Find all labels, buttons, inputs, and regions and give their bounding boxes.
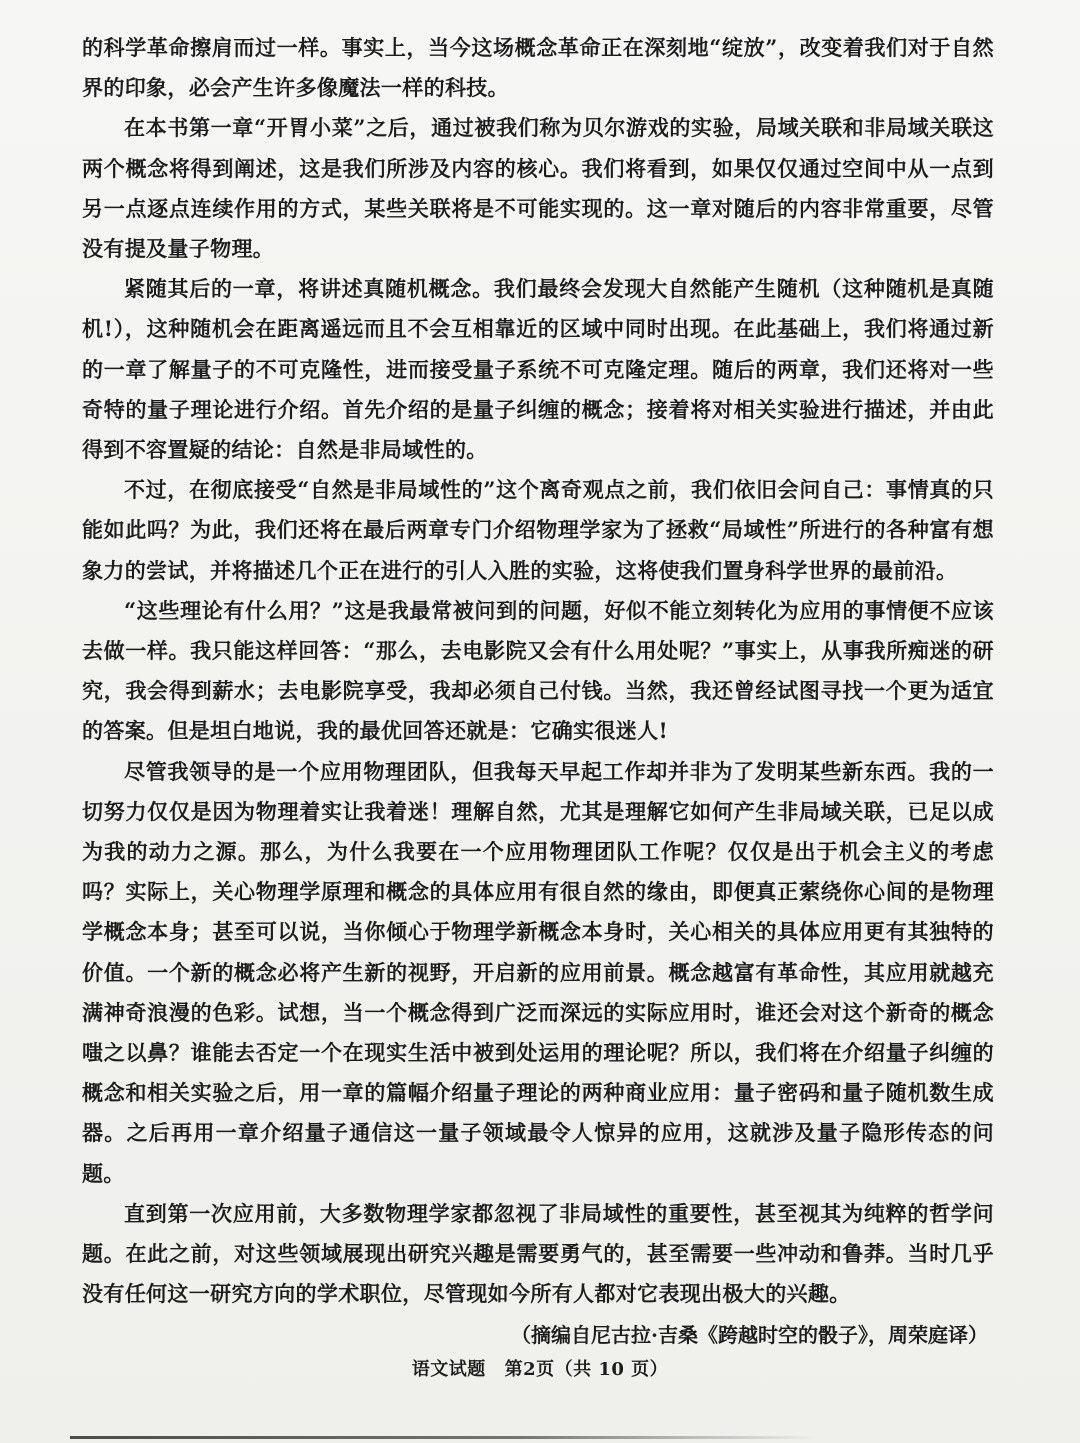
paragraph-5: “这些理论有什么用？”这是我最常被问到的问题，好似不能立刻转化为应用的事情便不应该去做一样。我只能这样回答：“那么，去电影院又会有什么用处呢？”事实上，从事我所痴迷的研究，我会得到薪水；去电影院享受，我却必须自己付钱。当然，我还曾经试图寻找一个更为适宜的答案。但是坦白地说，我的最优回答还就是：它确实很迷人! bbox=[82, 597, 994, 744]
footer-subject: 语文试题 bbox=[411, 1359, 486, 1380]
paragraph-3: 紧随其后的一章，将讲述真随机概念。我们最终会发现大自然能产生随机（这种随机是真随机!），这种随机会在距离遥远而且不会互相靠近的区域中同时出现。在此基础上，我们将通过新的一章了解量子的不可克隆性，进而接受量子系统不可克隆定理。随后的两章，我们还将对一些奇特的量子理论进行介绍。首先介绍的是量子纠缠的概念；接着将对相关实验进行描述，并由此得到不容置疑的结论：自然是非局域性的。 bbox=[82, 276, 994, 463]
paragraph-4: 不过，在彻底接受“自然是非局域性的”这个离奇观点之前，我们依旧会问自己：事情真的只能如此吗？为此，我们还将在最后两章专门介绍物理学家为了拯救“局域性”所进行的各种富有想象力的尝试，并将描述几个正在进行的引人入胜的实验，这将使我们置身科学世界的最前沿。 bbox=[82, 477, 994, 583]
scan-edge-divider bbox=[70, 1436, 820, 1439]
page-footer bbox=[0, 1355, 1080, 1381]
paragraph-7: 直到第一次应用前，大多数物理学家都忽视了非局域性的重要性，甚至视其为纯粹的哲学问题。在此之前，对这些领域展现出研究兴趣是需要勇气的，甚至需要一些冲动和鲁莽。当时几乎没有任何这一研究方向的学术职位，尽管现如今所有人都对它表现出极大的兴趣。 bbox=[82, 1200, 994, 1307]
paragraph-6: 尽管我领导的是一个应用物理团队，但我每天早起工作却并非为了发明某些新东西。我的一切努力仅仅是因为物理着实让我着迷！理解自然，尤其是理解它如何产生非局域关联，已足以成为我的动力之源。那么，为什么我要在一个应用物理团队工作呢？仅仅是出于机会主义的考虑吗？实际上，关心物理学原理和概念的具体应用有很自然的缘由，即便真正萦绕你心间的是物理学概念本身；甚至可以说，当你倾心于物理学新概念本身时，关心相关的具体应用更有其独特的价值。一个新的概念必将产生新的视野，开启新的应用前景。概念越富有革命性，其应用就越充满神奇浪漫的色彩。试想，当一个概念得到广泛而深远的实际应用时，谁还会对这个新奇的概念嗤之以鼻？谁能去否定一个在现实生活中被到处运用的理论呢？所以，我们将在介绍量子纠缠的概念和相关实验之后，用一章的篇幅介绍量子理论的两种商业应用：量子密码和量子随机数生成器。之后再用一章介绍量子通信这一量子领域最令人惊异的应用，这就涉及量子隐形传态的问题。 bbox=[82, 758, 994, 1186]
article-body bbox=[82, 28, 994, 1355]
paragraph-2: 在本书第一章“开胃小菜”之后，通过被我们称为贝尔游戏的实验，局域关联和非局域关联这两个概念将得到阐述，这是我们所涉及内容的核心。我们将看到，如果仅仅通过空间中从一点到另一点逐点连续作用的方式，某些关联将是不可能实现的。这一章对随后的内容非常重要，尽管没有提及量子物理。 bbox=[82, 115, 994, 262]
footer-page-number: 第2页（共 10 页） bbox=[504, 1359, 669, 1380]
source-citation: （摘编自尼古拉·吉桑《跨越时空的骰子》，周荣庭译） bbox=[511, 1322, 988, 1347]
paragraph-1: 的科学革命擦肩而过一样。事实上，当今这场概念革命正在深刻地“绽放”，改变着我们对于自然界的印象，必会产生许多像魔法一样的科技。 bbox=[82, 35, 994, 101]
